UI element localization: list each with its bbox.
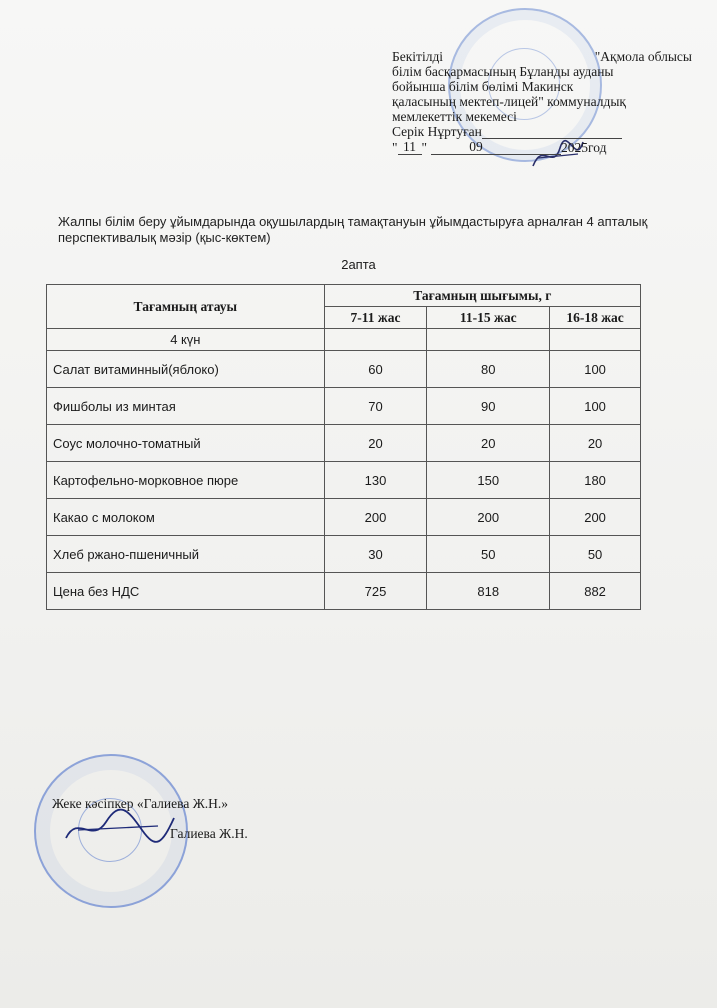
approval-org-line2: білім басқармасының Бұланды ауданы (392, 64, 614, 79)
table-row (47, 425, 641, 462)
approval-org-line4: қаласының мектеп-лицей" коммуналдық (392, 94, 626, 109)
dish-value: 50 (427, 536, 550, 573)
age-group-header: 11-15 жас (427, 307, 550, 329)
dish-value: 200 (550, 499, 641, 536)
dish-value: 20 (427, 425, 550, 462)
price-label: Цена без НДС (47, 573, 325, 610)
dish-value: 130 (324, 462, 427, 499)
approval-block: Бекітілді "Ақмола облысы білім басқармасының Бұланды ауданы бойынша білім бөлімі Макинск қаласының мектеп-лицей" коммуналдық мемлекеттік мекемесі Серік Нұртуған " 11 " 09 2025год (392, 49, 692, 155)
dish-value: 80 (427, 351, 550, 388)
table-row (47, 351, 641, 388)
dish-value: 100 (550, 351, 641, 388)
dish-value: 200 (427, 499, 550, 536)
week-label: 2апта (341, 257, 376, 272)
dish-value: 90 (427, 388, 550, 425)
day-label: 4 күн (47, 329, 325, 351)
dish-value: 70 (324, 388, 427, 425)
dish-value: 20 (324, 425, 427, 462)
seller-name-line: Жеке кәсіпкер «Галиева Ж.Н.» (52, 796, 229, 811)
dish-name: Какао с молоком (47, 499, 325, 536)
table-row (47, 388, 641, 425)
table-row (47, 536, 641, 573)
approval-org-line5: мемлекеттік мекемесі (392, 109, 517, 124)
dish-value: 20 (550, 425, 641, 462)
dish-value: 100 (550, 388, 641, 425)
dish-value: 30 (324, 536, 427, 573)
dish-value: 60 (324, 351, 427, 388)
approval-label: Бекітілді (392, 49, 444, 64)
dish-name: Салат витаминный(яблоко) (47, 351, 325, 388)
approval-date-day: 11 (398, 139, 422, 155)
approval-date-month: 09 (431, 139, 521, 155)
menu-table (46, 284, 641, 610)
dish-value: 150 (427, 462, 550, 499)
dish-name: Фишболы из минтая (47, 388, 325, 425)
age-group-header: 16-18 жас (550, 307, 641, 329)
dish-name: Картофельно-морковное пюре (47, 462, 325, 499)
approval-org-line1: "Ақмола облысы (594, 49, 692, 64)
seller-signature-name: Галиева Ж.Н. (170, 826, 248, 841)
date-blank (521, 154, 561, 155)
table-row (47, 462, 641, 499)
price-row (47, 573, 641, 610)
dish-name: Соус молочно-томатный (47, 425, 325, 462)
age-group-header: 7-11 жас (324, 307, 427, 329)
col-header-name: Тағамның атауы (47, 285, 325, 329)
approval-date-year: 2025год (561, 140, 607, 155)
dish-value: 200 (324, 499, 427, 536)
dish-value: 50 (550, 536, 641, 573)
dish-value: 180 (550, 462, 641, 499)
table-row (47, 499, 641, 536)
col-header-yield: Тағамның шығымы, г (324, 285, 640, 307)
price-value: 882 (550, 573, 641, 610)
approval-signer: Серік Нұртуған (392, 124, 482, 139)
approval-org-line3: бойынша білім бөлімі Макинск (392, 79, 574, 94)
price-value: 818 (427, 573, 550, 610)
menu-title: Жалпы білім беру ұйымдарында оқушылардың тамақтануын ұйымдастыруға арналған 4 апталық перспективалық мәзір (қыс-көктем) (58, 214, 648, 245)
price-value: 725 (324, 573, 427, 610)
dish-name: Хлеб ржано-пшеничный (47, 536, 325, 573)
